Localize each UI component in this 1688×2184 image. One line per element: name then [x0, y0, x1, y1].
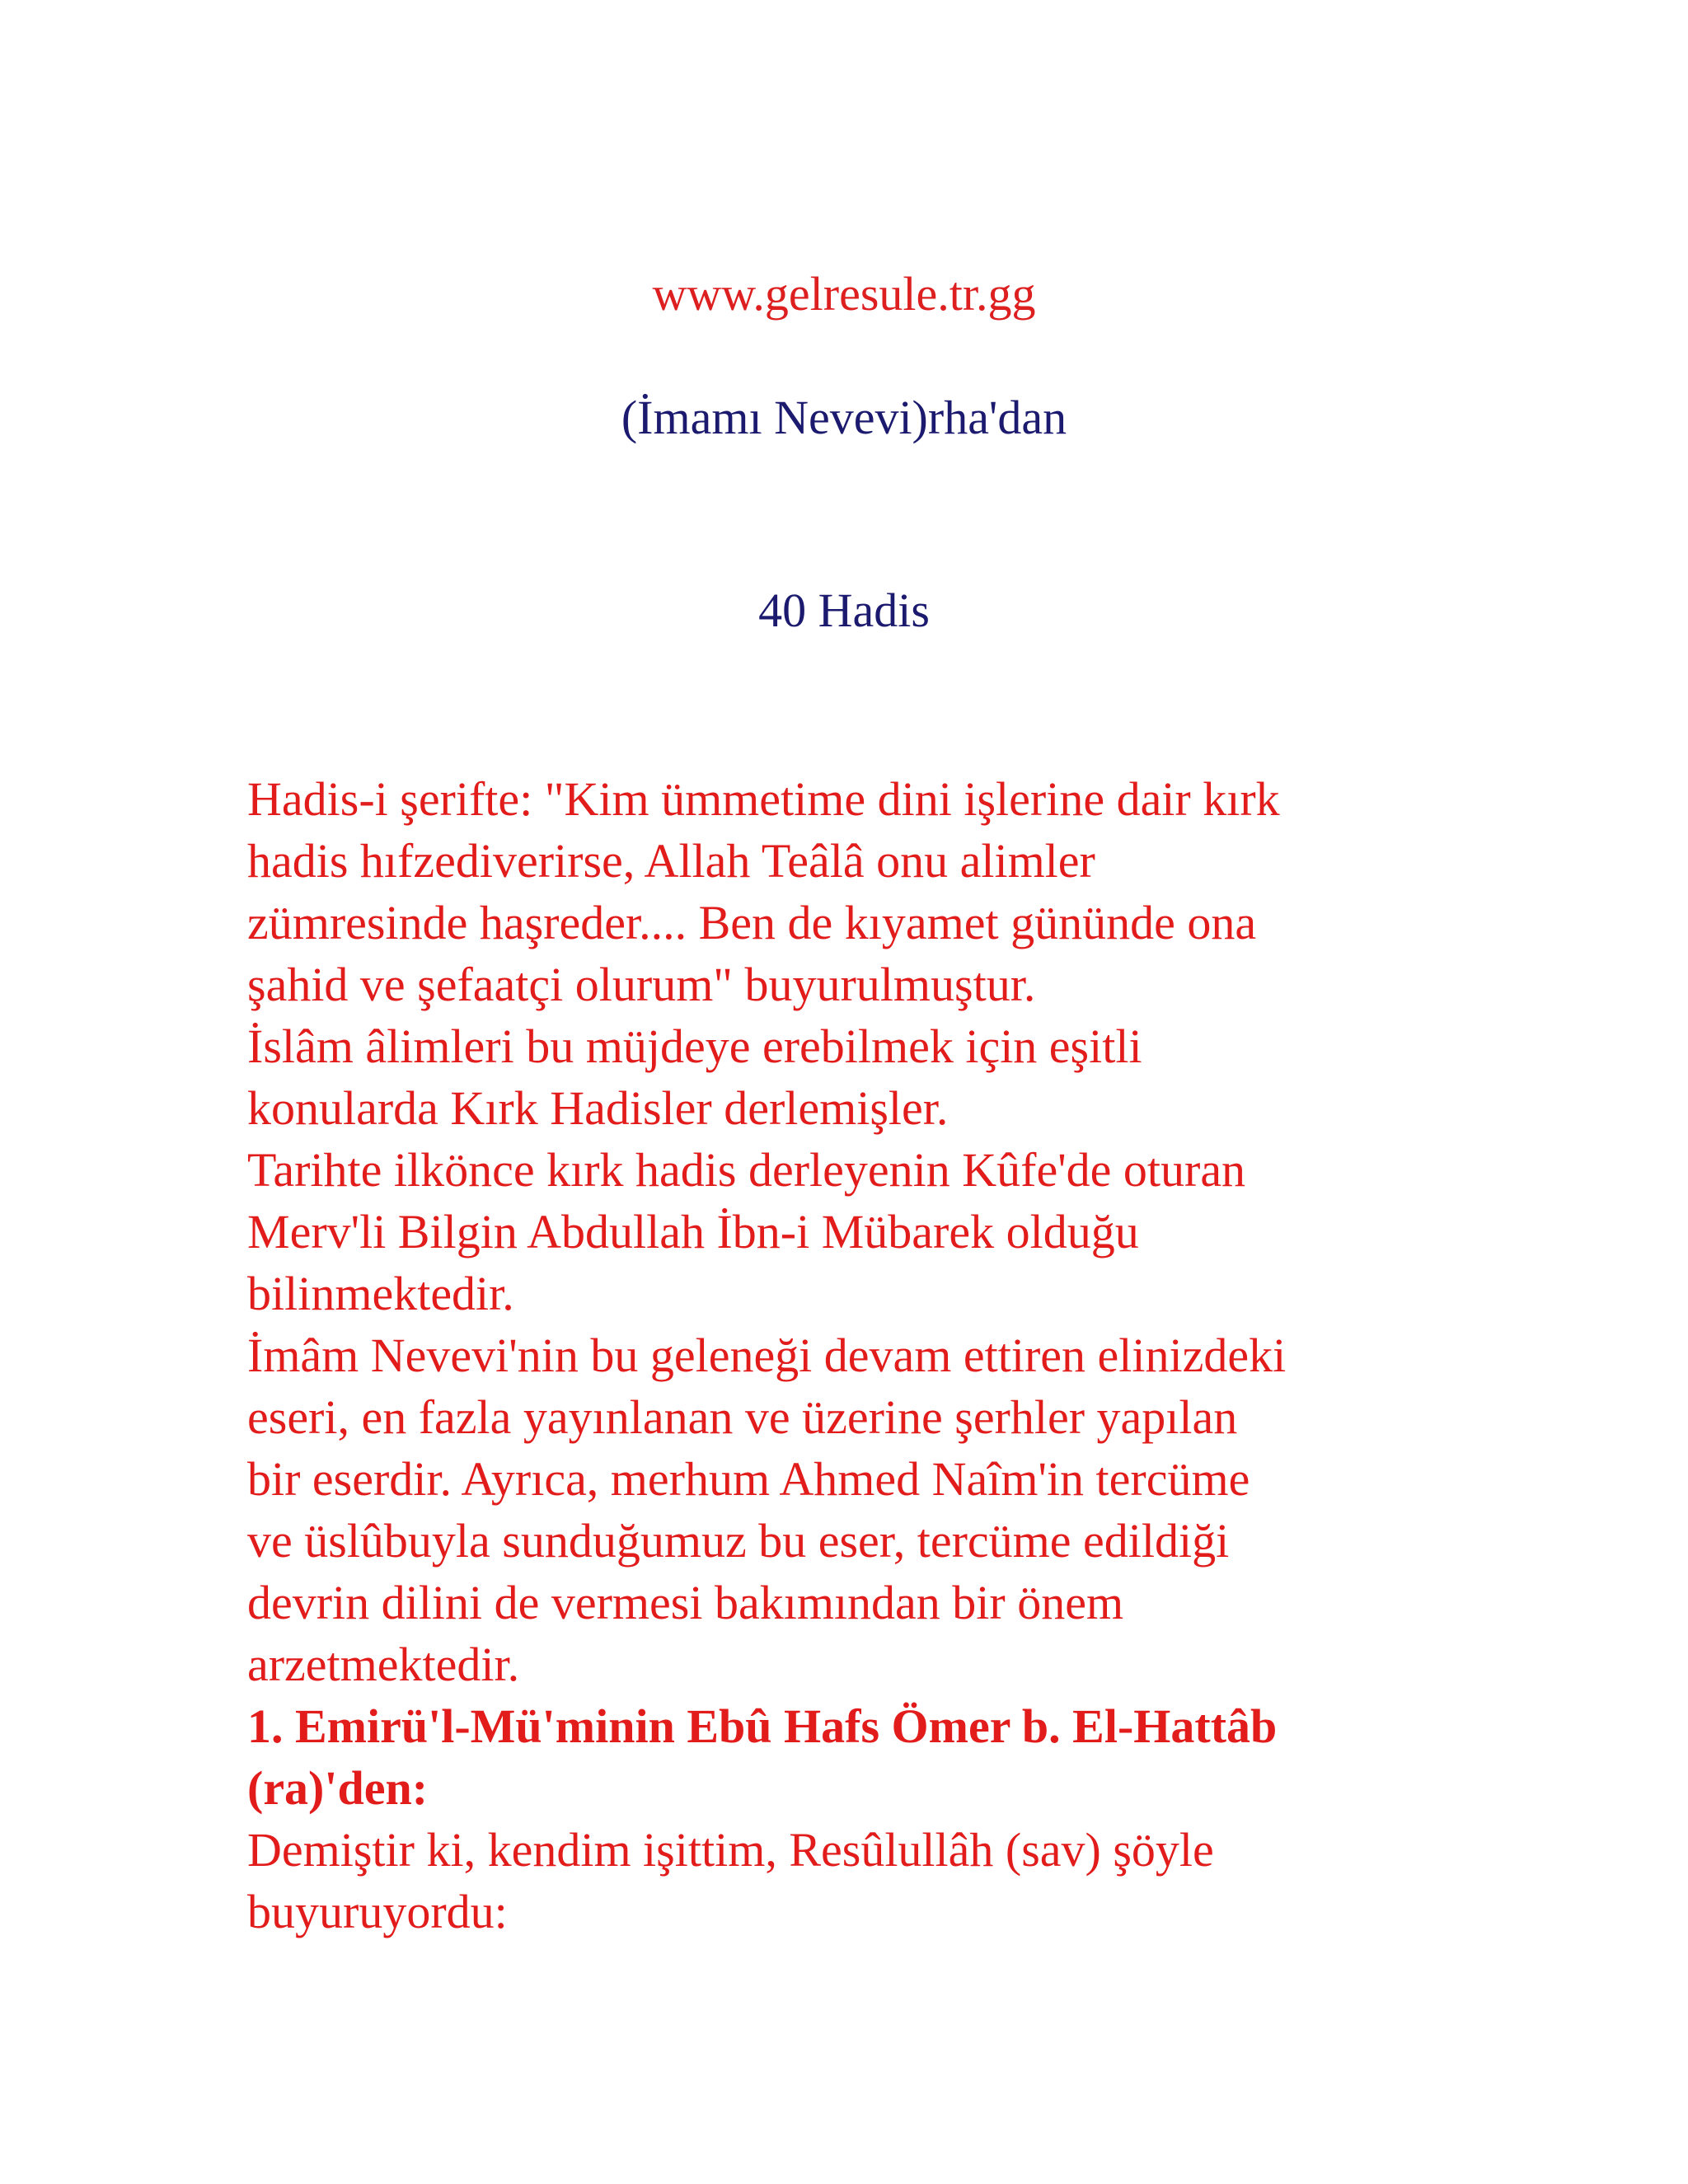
intro-line: hadis hıfzediverirse, Allah Teâlâ onu alimler: [247, 834, 1095, 888]
document-title: 40 Hadis: [758, 583, 930, 637]
intro-line: Merv'li Bilgin Abdullah İbn-i Mübarek olduğu: [247, 1205, 1139, 1258]
intro-line: bilinmektedir.: [247, 1267, 514, 1320]
intro-line: Hadis-i şerifte: "Kim ümmetime dini işlerine dair kırk: [247, 772, 1280, 826]
intro-line: eseri, en fazla yayınlanan ve üzerine şerhler yapılan: [247, 1390, 1238, 1444]
hadith-heading: (ra)'den:: [247, 1761, 429, 1815]
intro-line: İmâm Nevevi'nin bu geleneği devam ettiren elinizdeki: [247, 1329, 1287, 1382]
intro-line: devrin dilini de vermesi bakımından bir önem: [247, 1576, 1124, 1629]
intro-line: Tarihte ilkönce kırk hadis derleyenin Kûfe'de oturan: [247, 1143, 1246, 1197]
hadith-heading: 1. Emirü'l-Mü'minin Ebû Hafs Ömer b. El-Hattâb: [247, 1699, 1278, 1753]
intro-line: ve üslûbuyla sunduğumuz bu eser, tercüme edildiği: [247, 1514, 1230, 1568]
author-line: (İmamı Nevevi)rha'dan: [621, 391, 1067, 444]
intro-line: İslâm âlimleri bu müjdeye erebilmek için eşitli: [247, 1019, 1142, 1073]
intro-line: şahid ve şefaatçi olurum" buyurulmuştur.: [247, 958, 1036, 1011]
website-url: www.gelresule.tr.gg: [652, 267, 1036, 321]
intro-line: arzetmektedir.: [247, 1638, 520, 1691]
closing-line: buyuruyordu:: [247, 1885, 508, 1938]
intro-line: zümresinde haşreder.... Ben de kıyamet gününde ona: [247, 896, 1257, 949]
closing-line: Demiştir ki, kendim işittim, Resûlullâh (sav) şöyle: [247, 1823, 1214, 1877]
intro-line: konularda Kırk Hadisler derlemişler.: [247, 1081, 949, 1135]
body-text: [247, 768, 1451, 1943]
intro-line: bir eserdir. Ayrıca, merhum Ahmed Naîm'in tercüme: [247, 1452, 1250, 1506]
